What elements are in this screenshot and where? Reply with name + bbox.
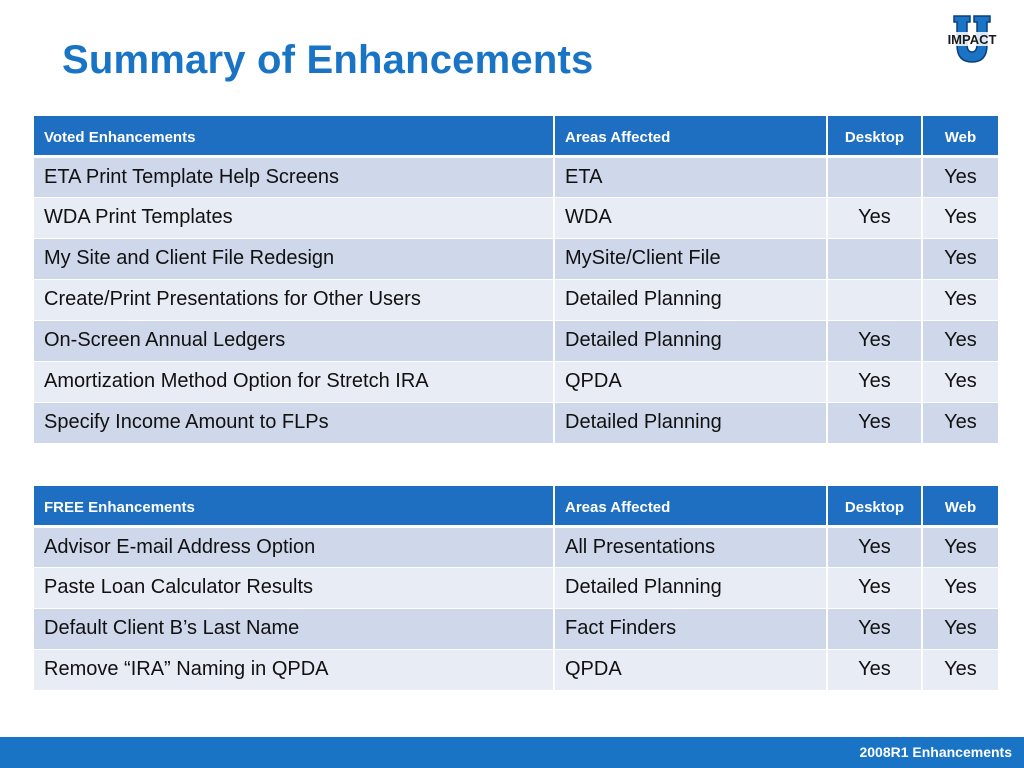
header-web: Web	[922, 116, 998, 156]
cell-area: Fact Finders	[554, 608, 827, 649]
cell-desktop: Yes	[827, 361, 922, 402]
cell-web: Yes	[922, 320, 998, 361]
table-row	[34, 567, 998, 608]
cell-desktop: Yes	[827, 526, 922, 567]
cell-enhancement: Paste Loan Calculator Results	[34, 567, 554, 608]
cell-web: Yes	[922, 197, 998, 238]
cell-enhancement: Remove “IRA” Naming in QPDA	[34, 649, 554, 690]
cell-desktop: Yes	[827, 608, 922, 649]
table-row	[34, 279, 998, 320]
header-desktop: Desktop	[827, 116, 922, 156]
table-row	[34, 361, 998, 402]
cell-desktop: Yes	[827, 567, 922, 608]
table-row	[34, 156, 998, 197]
cell-enhancement: Advisor E-mail Address Option	[34, 526, 554, 567]
cell-web: Yes	[922, 361, 998, 402]
cell-area: WDA	[554, 197, 827, 238]
cell-area: QPDA	[554, 649, 827, 690]
free-enhancements-table	[34, 486, 998, 691]
cell-area: MySite/Client File	[554, 238, 827, 279]
cell-web: Yes	[922, 156, 998, 197]
table-header-row	[34, 116, 998, 156]
cell-web: Yes	[922, 402, 998, 443]
cell-enhancement: WDA Print Templates	[34, 197, 554, 238]
table-row	[34, 320, 998, 361]
cell-area: Detailed Planning	[554, 567, 827, 608]
cell-desktop: Yes	[827, 649, 922, 690]
table-row	[34, 238, 998, 279]
logo-text: IMPACT	[947, 32, 997, 47]
cell-desktop: Yes	[827, 402, 922, 443]
table-row	[34, 608, 998, 649]
cell-web: Yes	[922, 567, 998, 608]
table-row	[34, 526, 998, 567]
header-areas-affected: Areas Affected	[554, 116, 827, 156]
cell-enhancement: My Site and Client File Redesign	[34, 238, 554, 279]
cell-desktop	[827, 238, 922, 279]
table-row	[34, 402, 998, 443]
cell-web: Yes	[922, 238, 998, 279]
cell-area: Detailed Planning	[554, 402, 827, 443]
footer-label: 2008R1 Enhancements	[859, 744, 1012, 760]
header-desktop: Desktop	[827, 486, 922, 526]
cell-enhancement: ETA Print Template Help Screens	[34, 156, 554, 197]
header-areas-affected: Areas Affected	[554, 486, 827, 526]
table-row	[34, 649, 998, 690]
cell-web: Yes	[922, 526, 998, 567]
cell-enhancement: On-Screen Annual Ledgers	[34, 320, 554, 361]
header-web: Web	[922, 486, 998, 526]
voted-enhancements-table	[34, 116, 998, 444]
header-enhancement: FREE Enhancements	[34, 486, 554, 526]
table-header-row	[34, 486, 998, 526]
cell-web: Yes	[922, 608, 998, 649]
cell-desktop: Yes	[827, 197, 922, 238]
cell-area: All Presentations	[554, 526, 827, 567]
cell-desktop: Yes	[827, 320, 922, 361]
cell-area: QPDA	[554, 361, 827, 402]
impact-u-logo	[932, 14, 1012, 66]
footer-bar	[0, 737, 1024, 768]
cell-web: Yes	[922, 649, 998, 690]
cell-area: Detailed Planning	[554, 320, 827, 361]
cell-desktop	[827, 279, 922, 320]
cell-enhancement: Specify Income Amount to FLPs	[34, 402, 554, 443]
cell-web: Yes	[922, 279, 998, 320]
cell-enhancement: Amortization Method Option for Stretch IRA	[34, 361, 554, 402]
cell-desktop	[827, 156, 922, 197]
slide-title: Summary of Enhancements	[62, 38, 594, 82]
cell-enhancement: Default Client B’s Last Name	[34, 608, 554, 649]
cell-enhancement: Create/Print Presentations for Other Users	[34, 279, 554, 320]
header-enhancement: Voted Enhancements	[34, 116, 554, 156]
cell-area: ETA	[554, 156, 827, 197]
table-row	[34, 197, 998, 238]
cell-area: Detailed Planning	[554, 279, 827, 320]
